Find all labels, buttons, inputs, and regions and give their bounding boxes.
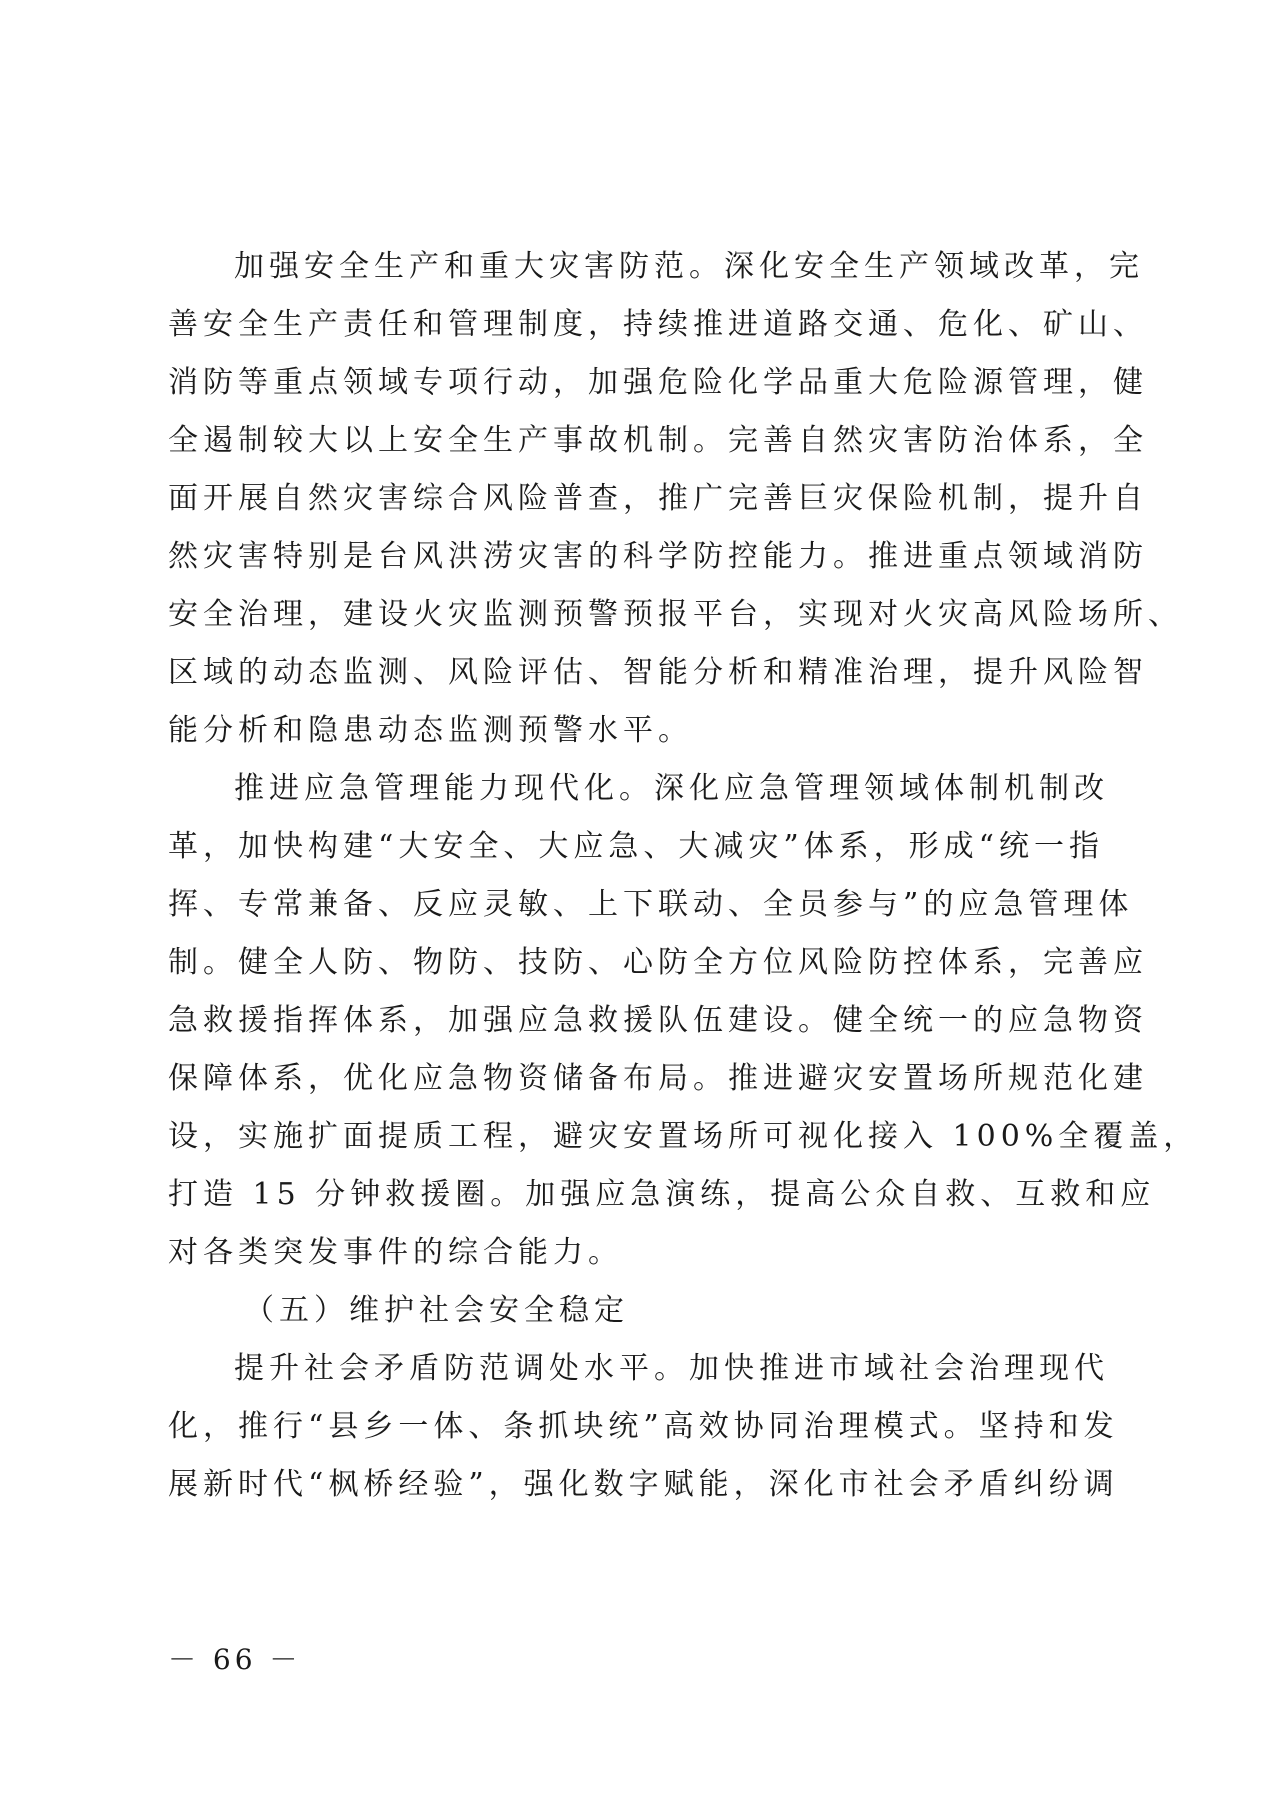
paragraph-line: 消防等重点领域专项行动，加强危险化学品重大危险源管理，健	[168, 365, 1148, 400]
paragraph-social-conflict	[168, 1340, 1120, 1514]
paragraph-line: 打造 15 分钟救援圈。加强应急演练，提高公众自救、互救和应	[168, 1177, 1156, 1212]
paragraph-line: 保障体系，优化应急物资储备布局。推进避灾安置场所规范化建	[168, 1061, 1148, 1096]
paragraph-line: 设，实施扩面提质工程，避灾安置场所可视化接入 100%全覆盖，	[168, 1119, 1199, 1154]
section-heading: （五）维护社会安全稳定	[244, 1293, 629, 1328]
page-number: － 66 －	[168, 1643, 302, 1676]
paragraph-line: 加强安全生产和重大灾害防范。深化安全生产领域改革，完	[234, 249, 1144, 284]
paragraph-line: 提升社会矛盾防范调处水平。加快推进市域社会治理现代	[234, 1351, 1109, 1386]
paragraph-line: 推进应急管理能力现代化。深化应急管理领域体制机制改	[234, 771, 1109, 806]
paragraph-line: 善安全生产责任和管理制度，持续推进道路交通、危化、矿山、	[168, 307, 1148, 342]
paragraph-line: 展新时代“枫桥经验”，强化数字赋能，深化市社会矛盾纠纷调	[168, 1467, 1119, 1502]
paragraph-line: 化，推行“县乡一体、条抓块统”高效协同治理模式。坚持和发	[168, 1409, 1119, 1444]
section-heading-wrapper	[168, 1282, 1120, 1340]
paragraph-line: 区域的动态监测、风险评估、智能分析和精准治理，提升风险智	[168, 655, 1148, 690]
paragraph-emergency-management	[168, 760, 1199, 1282]
paragraph-safety-production	[168, 238, 1183, 760]
paragraph-line: 面开展自然灾害综合风险普查，推广完善巨灾保险机制，提升自	[168, 481, 1148, 516]
paragraph-line: 挥、专常兼备、反应灵敏、上下联动、全员参与”的应急管理体	[168, 887, 1134, 922]
document-body	[168, 238, 1199, 1514]
paragraph-line: 全遏制较大以上安全生产事故机制。完善自然灾害防治体系，全	[168, 423, 1148, 458]
paragraph-line: 急救援指挥体系，加强应急救援队伍建设。健全统一的应急物资	[168, 1003, 1148, 1038]
paragraph-line: 制。健全人防、物防、技防、心防全方位风险防控体系，完善应	[168, 945, 1148, 980]
paragraph-line: 革，加快构建“大安全、大应急、大减灾”体系，形成“统一指	[168, 829, 1105, 864]
paragraph-line: 对各类突发事件的综合能力。	[168, 1235, 623, 1270]
paragraph-line: 能分析和隐患动态监测预警水平。	[168, 713, 693, 748]
paragraph-line: 然灾害特别是台风洪涝灾害的科学防控能力。推进重点领域消防	[168, 539, 1148, 574]
paragraph-line: 安全治理，建设火灾监测预警预报平台，实现对火灾高风险场所、	[168, 597, 1183, 632]
